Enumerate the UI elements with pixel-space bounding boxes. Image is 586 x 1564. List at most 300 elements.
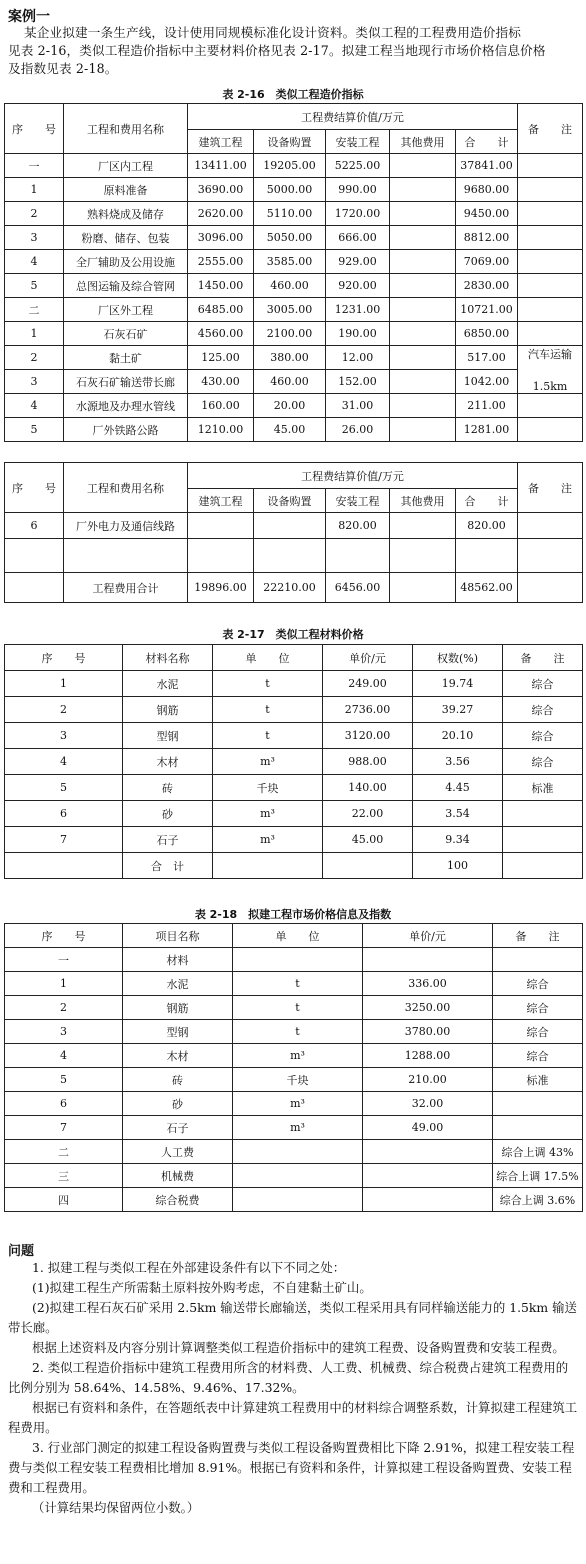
table-cell (254, 539, 326, 573)
table-cell: 45.00 (254, 418, 326, 442)
table-cell: m³ (233, 1092, 363, 1116)
header-cell: 设备购置 (254, 489, 326, 513)
intro-line: 某企业拟建一条生产线，设计使用同规模标准化设计资料。类似工程的工程费用造价指标 (24, 25, 522, 40)
header-cell: 材料名称 (123, 645, 213, 671)
table-cell: 3.54 (413, 801, 503, 827)
table-cell: 机械费 (123, 1164, 233, 1188)
table-cell: 4.45 (413, 775, 503, 801)
table-cell (518, 322, 583, 346)
table-cell: 2555.00 (188, 250, 254, 274)
table-cell: 5 (5, 775, 123, 801)
table-cell: 460.00 (254, 274, 326, 298)
table-cell: 19896.00 (188, 573, 254, 603)
note-line: 1.5km (532, 380, 568, 393)
table-cell: 2620.00 (188, 202, 254, 226)
table-cell: 综合 (493, 1044, 583, 1068)
table-cell: 249.00 (323, 671, 413, 697)
table-cell (518, 573, 583, 603)
table-cell: 厂外电力及通信线路 (64, 513, 188, 539)
table-cell: 1 (5, 972, 123, 996)
table-cell: 5225.00 (326, 154, 390, 178)
table-row (5, 1188, 583, 1212)
table-cell (390, 394, 456, 418)
table-2-16-continued (4, 462, 583, 603)
table-cell (518, 202, 583, 226)
header-cell: 单价/元 (323, 645, 413, 671)
header-cell: 备 注 (493, 924, 583, 948)
table-cell: 原料准备 (64, 178, 188, 202)
intro-line: 见表 2-16，类似工程造价指标中主要材料价格见表 2-17。拟建工程当地现行市场价格信息价格 (8, 43, 546, 58)
table-cell: 430.00 (188, 370, 254, 394)
table-cell: 3.56 (413, 749, 503, 775)
table-cell: 3585.00 (254, 250, 326, 274)
header-cell: 安装工程 (326, 130, 390, 154)
table-row (5, 996, 583, 1020)
table-row (5, 853, 583, 879)
table-cell: 820.00 (326, 513, 390, 539)
table-row (5, 1044, 583, 1068)
table-cell: 3005.00 (254, 298, 326, 322)
table-cell: 5 (5, 418, 64, 442)
table-cell: 1 (5, 178, 64, 202)
table-cell: 3096.00 (188, 226, 254, 250)
table-cell: 水泥 (123, 671, 213, 697)
header-cell: 备 注 (518, 463, 583, 513)
table-cell: t (233, 972, 363, 996)
table-cell: 125.00 (188, 346, 254, 370)
table-cell: 460.00 (254, 370, 326, 394)
header-cell: 其他费用 (390, 489, 456, 513)
table-2-16-continued-body (5, 513, 583, 603)
table-cell: 5110.00 (254, 202, 326, 226)
table-cell: 1210.00 (188, 418, 254, 442)
table-cell: 砂 (123, 1092, 233, 1116)
table-cell: 22.00 (323, 801, 413, 827)
question-paragraph: (2)拟建工程石灰石矿采用 2.5km 输送带长廊输送，类似工程采用具有同样输送能力的 1.5km 输送带长廊。 (8, 1300, 577, 1335)
table-cell: 综合 (503, 723, 583, 749)
table-2-17-caption: 表 2-17 类似工程材料价格 (222, 628, 364, 641)
table-cell (233, 948, 363, 972)
table-cell: 型钢 (123, 723, 213, 749)
table-cell: 988.00 (323, 749, 413, 775)
table-cell: 1720.00 (326, 202, 390, 226)
table-cell: 钢筋 (123, 697, 213, 723)
table-cell: 一 (5, 948, 123, 972)
header-cell: 安装工程 (326, 489, 390, 513)
table-cell (390, 154, 456, 178)
table-cell: 100 (413, 853, 503, 879)
table-cell: 6 (5, 1092, 123, 1116)
table-2-16-body (5, 154, 583, 442)
table-cell: 9450.00 (456, 202, 518, 226)
question-paragraph: (1)拟建工程生产所需黏土原料按外购考虑，不自建黏土矿山。 (32, 1280, 372, 1295)
table-cell (518, 274, 583, 298)
header-cell: 备 注 (503, 645, 583, 671)
table-cell: 全厂辅助及公用设施 (64, 250, 188, 274)
table-cell: 7 (5, 1116, 123, 1140)
table-cell: t (213, 697, 323, 723)
table-cell (363, 1188, 493, 1212)
table-row (5, 178, 583, 202)
table-2-17 (4, 644, 583, 879)
table-cell: 26.00 (326, 418, 390, 442)
table-cell: 6 (5, 801, 123, 827)
table-cell: 7 (5, 827, 123, 853)
table-cell: 929.00 (326, 250, 390, 274)
table-cell (390, 370, 456, 394)
table-cell: 4 (5, 1044, 123, 1068)
question-paragraph: 3. 行业部门测定的拟建工程设备购置费与类似工程设备购置费相比下降 2.91%，拟建工程安装工程费与类似工程安装工程费相比增加 8.91%。根据已有资料和条件，计算拟建工程设备购置费、安装工程费和工程费用。 (8, 1440, 575, 1495)
table-cell: 木材 (123, 749, 213, 775)
table-cell (363, 948, 493, 972)
table-cell: 2 (5, 697, 123, 723)
table-cell: 3120.00 (323, 723, 413, 749)
header-cell: 其他费用 (390, 130, 456, 154)
table-cell: 666.00 (326, 226, 390, 250)
table-cell: 综合 (493, 972, 583, 996)
header-cell: 序 号 (5, 104, 64, 154)
table-cell: 48562.00 (456, 573, 518, 603)
table-cell: 石子 (123, 1116, 233, 1140)
table-cell (323, 853, 413, 879)
table-cell: 10721.00 (456, 298, 518, 322)
header-cell: 序 号 (5, 924, 123, 948)
table-cell: 152.00 (326, 370, 390, 394)
table-cell: m³ (233, 1116, 363, 1140)
table-cell (390, 513, 456, 539)
table-cell: 6456.00 (326, 573, 390, 603)
table-cell: 综合 (503, 749, 583, 775)
table-cell: 厂区外工程 (64, 298, 188, 322)
table-row (5, 697, 583, 723)
table-cell (188, 539, 254, 573)
table-cell: 2 (5, 996, 123, 1020)
table-row (5, 1020, 583, 1044)
table-cell: 型钢 (123, 1020, 233, 1044)
table-cell: t (213, 723, 323, 749)
table-row (5, 1092, 583, 1116)
table-cell: 211.00 (456, 394, 518, 418)
table-cell (390, 298, 456, 322)
table-cell (5, 573, 64, 603)
table-cell: 砂 (123, 801, 213, 827)
table-cell: 13411.00 (188, 154, 254, 178)
table-cell: 3690.00 (188, 178, 254, 202)
table-cell: 1 (5, 671, 123, 697)
table-cell: 材料 (123, 948, 233, 972)
table-cell: 熟料烧成及储存 (64, 202, 188, 226)
table-row (5, 202, 583, 226)
table-cell: 二 (5, 298, 64, 322)
header-cell: 设备购置 (254, 130, 326, 154)
table-cell (493, 1116, 583, 1140)
table-row (5, 322, 583, 346)
table-cell (503, 801, 583, 827)
table-cell: 工程费用合计 (64, 573, 188, 603)
table-cell (518, 394, 583, 418)
table-cell: 32.00 (363, 1092, 493, 1116)
table-row (5, 1068, 583, 1092)
table-row (5, 346, 583, 370)
table-cell: 千块 (213, 775, 323, 801)
table-row (5, 154, 583, 178)
table-cell (188, 513, 254, 539)
table-row (5, 394, 583, 418)
table-cell: 一 (5, 154, 64, 178)
table-row (5, 513, 583, 539)
table-row (5, 573, 583, 603)
table-cell: 39.27 (413, 697, 503, 723)
table-cell: 12.00 (326, 346, 390, 370)
header-cell: 备 注 (518, 104, 583, 154)
table-cell (233, 1188, 363, 1212)
table-cell: 5050.00 (254, 226, 326, 250)
table-cell: 20.00 (254, 394, 326, 418)
header-cell: 序 号 (5, 463, 64, 513)
table-cell (5, 539, 64, 573)
table-row (5, 298, 583, 322)
table-cell (518, 178, 583, 202)
table-cell: 二 (5, 1140, 123, 1164)
table-cell: m³ (213, 827, 323, 853)
table-2-18-caption: 表 2-18 拟建工程市场价格信息及指数 (194, 908, 392, 921)
table-2-17-body (5, 671, 583, 879)
table-cell: 砖 (123, 1068, 233, 1092)
table-cell: t (233, 996, 363, 1020)
table-cell: 1288.00 (363, 1044, 493, 1068)
table-cell (390, 202, 456, 226)
table-cell: 1281.00 (456, 418, 518, 442)
table-cell: 粉磨、储存、包装 (64, 226, 188, 250)
table-cell (493, 948, 583, 972)
table-cell: 综合上调 17.5% (493, 1164, 583, 1188)
table-cell: 7069.00 (456, 250, 518, 274)
header-cell: 单 位 (213, 645, 323, 671)
table-cell: 2 (5, 202, 64, 226)
table-cell: 140.00 (323, 775, 413, 801)
table-row (5, 801, 583, 827)
table-row (5, 775, 583, 801)
table-cell: 517.00 (456, 346, 518, 370)
table-cell: 水泥 (123, 972, 233, 996)
table-cell: 3 (5, 1020, 123, 1044)
table-cell: 31.00 (326, 394, 390, 418)
header-cell: 工程和费用名称 (64, 463, 188, 513)
table-cell (503, 827, 583, 853)
table-cell (518, 418, 583, 442)
table-cell (518, 539, 583, 573)
table-cell: 45.00 (323, 827, 413, 853)
table-cell: 160.00 (188, 394, 254, 418)
table-row (5, 972, 583, 996)
table-cell: 综合 (503, 671, 583, 697)
table-cell (390, 250, 456, 274)
case-intro (8, 24, 580, 78)
table-cell: 6485.00 (188, 298, 254, 322)
table-cell: 6 (5, 513, 64, 539)
header-cell: 合 计 (456, 489, 518, 513)
table-cell (363, 1164, 493, 1188)
table-cell: 厂区内工程 (64, 154, 188, 178)
table-cell (390, 178, 456, 202)
note-line: 汽车运输 (528, 348, 573, 361)
table-cell (390, 346, 456, 370)
header-cell: 单 位 (233, 924, 363, 948)
table-cell: 6850.00 (456, 322, 518, 346)
header-cell: 工程和费用名称 (64, 104, 188, 154)
table-cell (518, 513, 583, 539)
table-cell: 综合上调 43% (493, 1140, 583, 1164)
table-cell (518, 298, 583, 322)
table-cell: 380.00 (254, 346, 326, 370)
header-cell: 工程费结算价值/万元 (188, 104, 518, 130)
table-cell: 2736.00 (323, 697, 413, 723)
table-cell: t (213, 671, 323, 697)
table-cell: 4 (5, 250, 64, 274)
intro-line: 及指数见表 2-18。 (8, 61, 118, 76)
table-cell (390, 226, 456, 250)
table-cell (390, 539, 456, 573)
question-paragraph: （计算结果均保留两位小数。） (32, 1500, 200, 1515)
table-row (5, 418, 583, 442)
table-cell: 综合 (493, 996, 583, 1020)
table-cell (456, 539, 518, 573)
header-cell: 单价/元 (363, 924, 493, 948)
header-cell: 权数(%) (413, 645, 503, 671)
case-heading: 案例一 (8, 9, 50, 25)
table-row (5, 723, 583, 749)
table-cell (503, 853, 583, 879)
table-cell: 49.00 (363, 1116, 493, 1140)
table-cell: 9680.00 (456, 178, 518, 202)
table-cell: m³ (213, 749, 323, 775)
table-cell (390, 322, 456, 346)
table-cell (213, 853, 323, 879)
table-cell: 总图运输及综合管网 (64, 274, 188, 298)
table-cell: 5 (5, 274, 64, 298)
table-cell (326, 539, 390, 573)
header-cell: 建筑工程 (188, 130, 254, 154)
table-cell: 3780.00 (363, 1020, 493, 1044)
table-row (5, 226, 583, 250)
table-cell: m³ (213, 801, 323, 827)
table-cell (254, 513, 326, 539)
table-cell: 综合税费 (123, 1188, 233, 1212)
table-2-18-body (5, 948, 583, 1212)
table-cell: 1 (5, 322, 64, 346)
table-cell: 5000.00 (254, 178, 326, 202)
table-row (5, 827, 583, 853)
table-cell: 综合上调 3.6% (493, 1188, 583, 1212)
table-cell: 钢筋 (123, 996, 233, 1020)
table-cell: 20.10 (413, 723, 503, 749)
table-cell: 820.00 (456, 513, 518, 539)
table-cell: 2100.00 (254, 322, 326, 346)
table-cell: 石灰石矿输送带长廊 (64, 370, 188, 394)
table-cell (518, 250, 583, 274)
question-paragraph: 2. 类似工程造价指标中建筑工程费用所含的材料费、人工费、机械费、综合税费占建筑工程费用的比例分别为 58.64%、14.58%、9.46%、17.32%。 (8, 1360, 569, 1395)
table-cell (518, 226, 583, 250)
table-cell: 合 计 (123, 853, 213, 879)
table-cell: 990.00 (326, 178, 390, 202)
table-cell (5, 853, 123, 879)
table-2-16 (4, 103, 583, 442)
questions-heading: 问题 (8, 1244, 35, 1259)
table-2-18 (4, 923, 583, 1212)
table-cell: 四 (5, 1188, 123, 1212)
table-cell: 水源地及办理水管线 (64, 394, 188, 418)
table-row (5, 274, 583, 298)
table-row (5, 370, 583, 394)
table-cell: 9.34 (413, 827, 503, 853)
table-cell: 石灰石矿 (64, 322, 188, 346)
table-cell (390, 274, 456, 298)
table-cell: 22210.00 (254, 573, 326, 603)
table-cell (233, 1164, 363, 1188)
table-cell: 厂外铁路公路 (64, 418, 188, 442)
table-cell: 标准 (493, 1068, 583, 1092)
table-cell: 人工费 (123, 1140, 233, 1164)
table-cell: 3250.00 (363, 996, 493, 1020)
table-cell: m³ (233, 1044, 363, 1068)
table-cell: 三 (5, 1164, 123, 1188)
table-cell: 8812.00 (456, 226, 518, 250)
header-cell: 合 计 (456, 130, 518, 154)
table-cell: 920.00 (326, 274, 390, 298)
table-cell: 2 (5, 346, 64, 370)
questions-body (8, 1258, 580, 1518)
header-cell: 项目名称 (123, 924, 233, 948)
table-cell: 1042.00 (456, 370, 518, 394)
table-cell: 4560.00 (188, 322, 254, 346)
table-cell: 3 (5, 723, 123, 749)
table-row (5, 1164, 583, 1188)
table-cell: 石子 (123, 827, 213, 853)
table-cell (233, 1140, 363, 1164)
table-cell: 190.00 (326, 322, 390, 346)
table-cell: 3 (5, 226, 64, 250)
table-cell: 1450.00 (188, 274, 254, 298)
table-row (5, 1140, 583, 1164)
table-cell (64, 539, 188, 573)
question-paragraph: 1. 拟建工程与类似工程在外部建设条件有以下不同之处： (32, 1260, 346, 1275)
table-row (5, 749, 583, 775)
table-cell: 千块 (233, 1068, 363, 1092)
table-cell: t (233, 1020, 363, 1044)
table-cell (363, 1140, 493, 1164)
table-cell: 综合 (503, 697, 583, 723)
table-cell: 210.00 (363, 1068, 493, 1092)
table-row (5, 250, 583, 274)
table-cell: 37841.00 (456, 154, 518, 178)
table-2-16-caption: 表 2-16 类似工程造价指标 (222, 88, 364, 101)
question-paragraph: 根据已有资料和条件，在答题纸表中计算建筑工程费用中的材料综合调整系数，计算拟建工程建筑工程费用。 (8, 1400, 578, 1435)
table-row (5, 671, 583, 697)
table-cell: 木材 (123, 1044, 233, 1068)
table-cell-note (518, 346, 583, 394)
header-cell: 建筑工程 (188, 489, 254, 513)
header-cell: 工程费结算价值/万元 (188, 463, 518, 489)
table-cell: 标准 (503, 775, 583, 801)
table-cell: 336.00 (363, 972, 493, 996)
table-cell: 综合 (493, 1020, 583, 1044)
header-cell: 序 号 (5, 645, 123, 671)
table-cell: 3 (5, 370, 64, 394)
table-row (5, 1116, 583, 1140)
table-cell: 砖 (123, 775, 213, 801)
question-paragraph: 根据上述资料及内容分别计算调整类似工程造价指标中的建筑工程费、设备购置费和安装工程费。 (32, 1340, 565, 1355)
table-cell (518, 154, 583, 178)
